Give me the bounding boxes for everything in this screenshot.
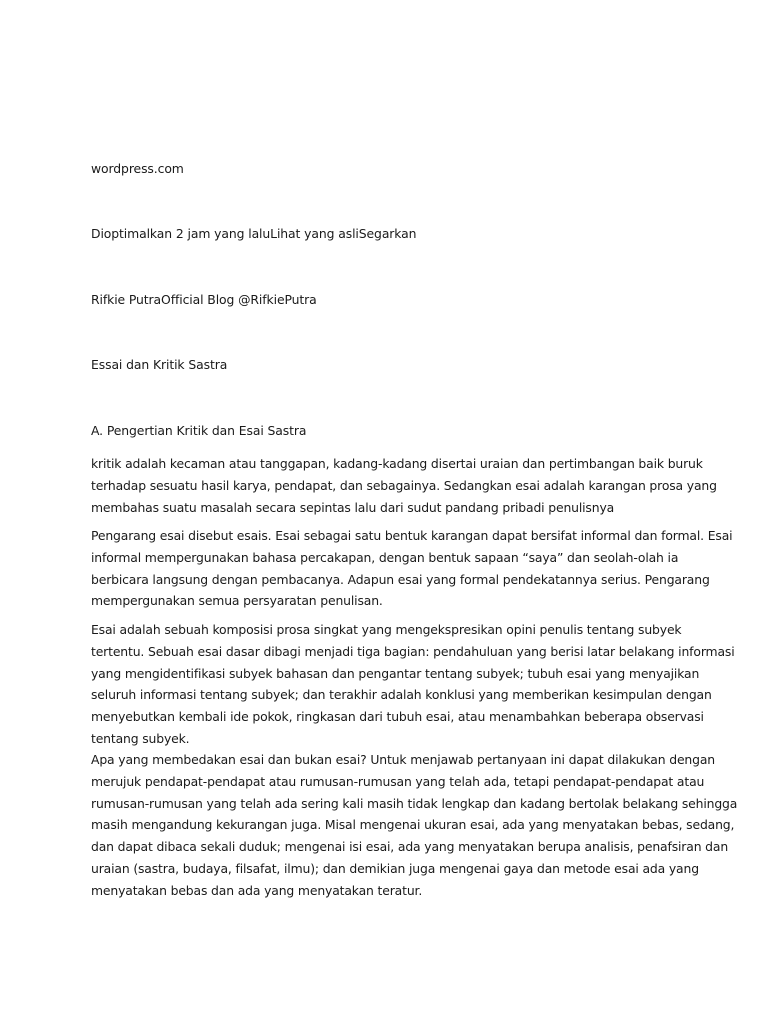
paragraph-line: tertentu. Sebuah esai dasar dibagi menjadi tiga bagian: pendahuluan yang berisi latar belakang informasi xyxy=(91,643,735,659)
paragraph-line: terhadap sesuatu hasil karya, pendapat, dan sebagainya. Sedangkan esai adalah karangan prosa yang xyxy=(91,477,717,493)
paragraph-line: yang mengidentifikasi subyek bahasan dan pengantar tentang subyek; tubuh esai yang menyajikan xyxy=(91,665,700,681)
paragraph-line: seluruh informasi tentang subyek; dan terakhir adalah konklusi yang memberikan kesimpulan dengan xyxy=(91,687,712,703)
paragraph-line: Apa yang membedakan esai dan bukan esai? Untuk menjawab pertanyaan ini dapat dilakukan dengan xyxy=(91,752,715,767)
paragraph-line: informal mempergunakan bahasa percakapan, dengan bentuk sapaan “saya” dan seolah-olah ia xyxy=(91,549,679,565)
paragraph-2 xyxy=(91,525,733,612)
meta-line: Dioptimalkan 2 jam yang laluLihat yang asliSegarkan xyxy=(91,226,417,241)
paragraph-line: Pengarang esai disebut esais. Esai sebagai satu bentuk karangan dapat bersifat informal dan formal. Esai xyxy=(91,528,733,543)
paragraph-line: menyebutkan kembali ide pokok, ringkasan dari tubuh esai, atau menambahkan beberapa observasi xyxy=(91,709,704,725)
paragraph-line: merujuk pendapat-pendapat atau rumusan-rumusan yang telah ada, tetapi pendapat-pendapat atau xyxy=(91,773,705,789)
article-title: Essai dan Kritik Sastra xyxy=(91,357,228,372)
paragraph-line: mempergunakan semua persyaratan penulisan. xyxy=(91,593,383,609)
source-line: wordpress.com xyxy=(91,161,184,176)
paragraph-line: berbicara langsung dengan pembacanya. Adapun esai yang formal pendekatannya serius. Pengarang xyxy=(91,571,710,587)
paragraph-line: menyatakan bebas dan ada yang menyatakan teratur. xyxy=(91,882,423,898)
paragraph-line: uraian (sastra, budaya, filsafat, ilmu); dan demikian juga mengenai gaya dan metode esai ada yang xyxy=(91,860,699,876)
paragraph-line: Esai adalah sebuah komposisi prosa singkat yang mengekspresikan opini penulis tentang subyek xyxy=(91,622,682,637)
paragraph-4 xyxy=(91,749,738,902)
paragraph-line: tentang subyek. xyxy=(91,730,190,746)
paragraph-line: masih mengandung kekurangan juga. Misal mengenai ukuran esai, ada yang menyatakan bebas, sedang, xyxy=(91,817,735,833)
section-heading: A. Pengertian Kritik dan Esai Sastra xyxy=(91,423,307,438)
paragraph-line: dan dapat dibaca sekali duduk; mengenai isi esai, ada yang menyatakan berupa analisis, penafsiran dan xyxy=(91,839,729,855)
paragraph-line: rumusan-rumusan yang telah ada sering kali masih tidak lengkap dan kadang bertolak belakang sehingga xyxy=(91,795,738,811)
paragraph-line: kritik adalah kecaman atau tanggapan, kadang-kadang disertai uraian dan pertimbangan baik buruk xyxy=(91,456,703,471)
paragraph-1 xyxy=(91,453,717,518)
paragraph-line: membahas suatu masalah secara sepintas lalu dari sudut pandang pribadi penulisnya xyxy=(91,499,615,515)
author-line: Rifkie PutraOfficial Blog @RifkiePutra xyxy=(91,292,317,307)
paragraph-3 xyxy=(91,619,735,750)
